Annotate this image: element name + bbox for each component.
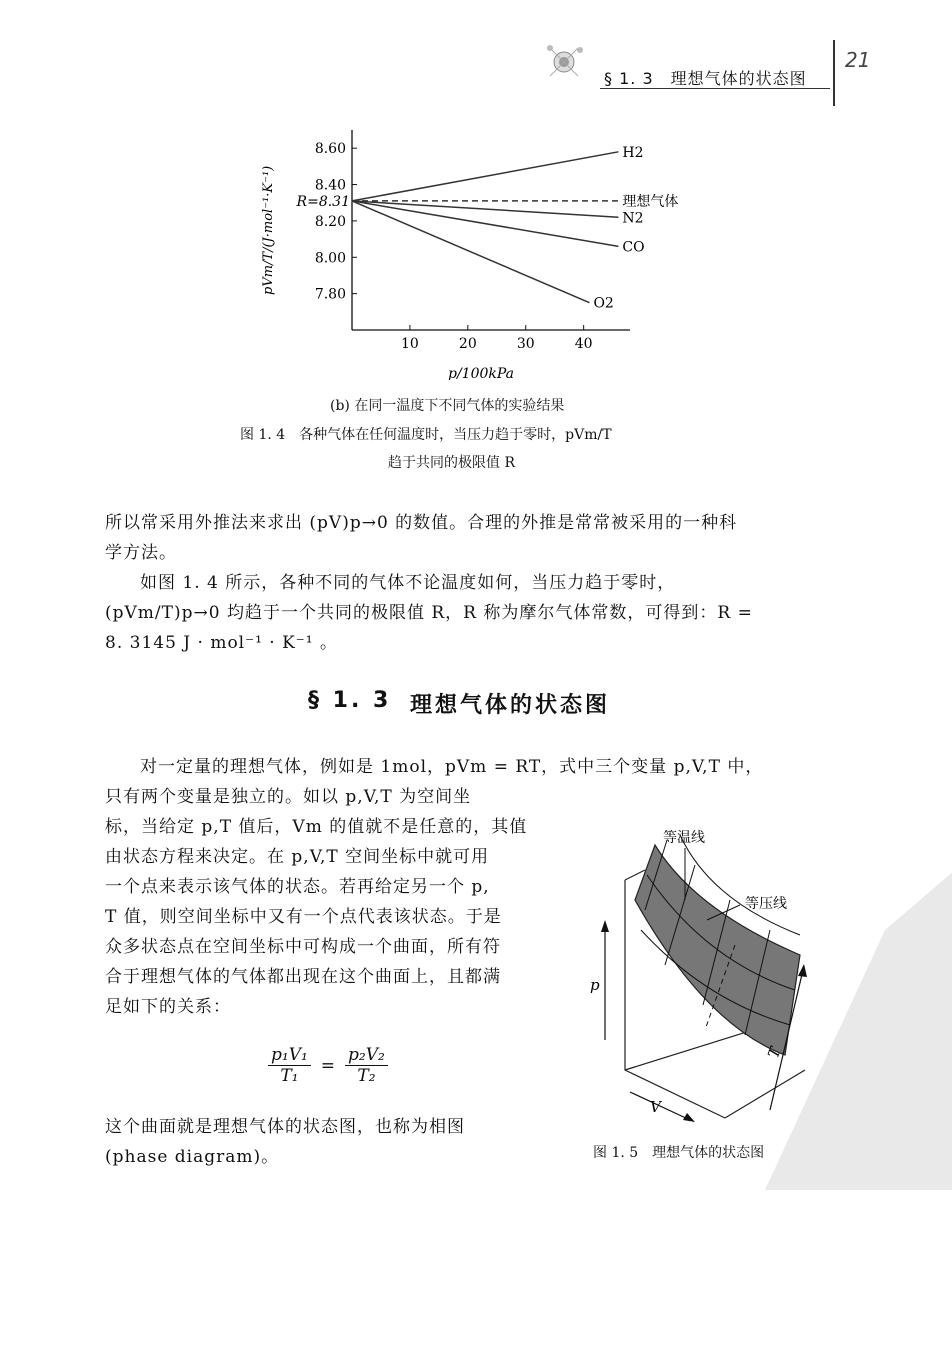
body-line-9: 足如下的关系：	[105, 997, 231, 1017]
figure-1-4-chart	[240, 120, 680, 380]
equation-lhs	[268, 1045, 311, 1086]
y-tick-label: 8.60	[314, 141, 346, 158]
axis-label-p: p	[590, 976, 600, 994]
label-isobar: 等压线	[745, 896, 787, 912]
series-label-N2: N2	[622, 210, 644, 227]
section-number: § 1. 3	[308, 688, 392, 713]
body-line-10: 这个曲面就是理想气体的状态图，也称为相图	[105, 1117, 465, 1137]
y-tick-label: 8.40	[314, 177, 346, 194]
section-title: 理想气体的状态图	[410, 693, 611, 718]
x-axis-label: p/100kPa	[447, 366, 515, 380]
header-ornament-icon	[540, 40, 590, 84]
y-tick-label: 8.20	[314, 213, 346, 230]
body-line-2: 只有两个变量是独立的。如以 p,V,T 为空间坐	[105, 787, 472, 807]
series-line-CO	[352, 201, 618, 246]
header-section-label: § 1. 3 理想气体的状态图	[604, 69, 807, 88]
label-isotherm: 等温线	[663, 830, 705, 846]
series-label-CO: CO	[622, 239, 645, 256]
header-vertical-rule	[833, 40, 835, 106]
y-tick-label: 8.00	[314, 250, 346, 267]
body-line-7: 众多状态点在空间坐标中可构成一个曲面，所有符	[105, 937, 501, 957]
equation-rhs	[345, 1045, 388, 1086]
watermark-stamp	[755, 870, 952, 1190]
p-axis-arrowhead	[601, 920, 609, 932]
header-rule	[600, 88, 830, 89]
figure-1-4-subcaption: (b) 在同一温度下不同气体的实验结果	[330, 398, 565, 414]
body-line-1: 对一定量的理想气体，例如是 1mol，pVm = RT，式中三个变量 p,V,T 中，	[140, 757, 764, 777]
equation-rhs-denominator: T₂	[357, 1066, 376, 1086]
x-tick-label: 30	[516, 336, 535, 352]
series-line-N2	[352, 201, 618, 217]
paragraph-1-line1: 所以常采用外推法来求出 (pV)p→0 的数值。合理的外推是常常被采用的一种科	[105, 513, 738, 533]
paragraph-1-line2: 学方法。	[105, 543, 177, 563]
figure-1-4-caption-line1: 图 1. 4 各种气体在任何温度时，当压力趋于零时，pVm/T	[240, 427, 612, 443]
series-line-H2	[352, 152, 618, 201]
paragraph-2-line1: 如图 1. 4 所示，各种不同的气体不论温度如何，当压力趋于零时，	[140, 573, 676, 593]
equation	[268, 1045, 388, 1086]
x-tick-label: 10	[401, 336, 419, 352]
series-line-O2	[352, 201, 589, 303]
paragraph-2-line3: 8. 3145 J · mol⁻¹ · K⁻¹ 。	[105, 633, 339, 653]
body-line-6: T 值，则空间坐标中又有一个点代表该状态。于是	[105, 907, 502, 927]
page-number: 21	[845, 48, 871, 72]
x-tick-label: 20	[458, 336, 477, 352]
equation-lhs-denominator: T₁	[280, 1066, 299, 1086]
axis-label-v: V	[650, 1098, 661, 1116]
body-line-5: 一个点来表示该气体的状态。若再给定另一个 p,	[105, 877, 490, 897]
body-line-3: 标，当给定 p,T 值后，Vm 的值就不是任意的，其值	[105, 817, 528, 837]
equation-rhs-numerator: p₂V₂	[345, 1045, 388, 1066]
series-label-O2: O2	[593, 295, 614, 312]
series-label-理想气体: 理想气体	[622, 193, 679, 210]
axis-label-t: T	[764, 1044, 785, 1061]
paragraph-2-line2: (pVm/T)p→0 均趋于一个共同的极限值 R，R 称为摩尔气体常数，可得到：R =	[105, 603, 753, 623]
body-line-8: 合于理想气体的气体都出现在这个曲面上，且都满	[105, 967, 501, 987]
r-value-label: R=8.31	[296, 193, 350, 210]
v-axis-arrowhead	[683, 1113, 695, 1122]
y-axis-label: pVm/T/(J·mol⁻¹·K⁻¹)	[261, 165, 276, 295]
series-label-H2: H2	[622, 144, 644, 161]
equation-equals: =	[320, 1055, 336, 1076]
figure-1-5-caption: 图 1. 5 理想气体的状态图	[593, 1145, 765, 1161]
x-tick-label: 40	[574, 336, 593, 352]
body-line-4: 由状态方程来决定。在 p,V,T 空间坐标中就可用	[105, 847, 490, 867]
figure-1-4-caption-line2: 趋于共同的极限值 R	[388, 455, 515, 471]
equation-lhs-numerator: p₁V₁	[268, 1045, 311, 1066]
y-tick-label: 7.80	[314, 286, 346, 303]
body-line-11: (phase diagram)。	[105, 1147, 280, 1167]
